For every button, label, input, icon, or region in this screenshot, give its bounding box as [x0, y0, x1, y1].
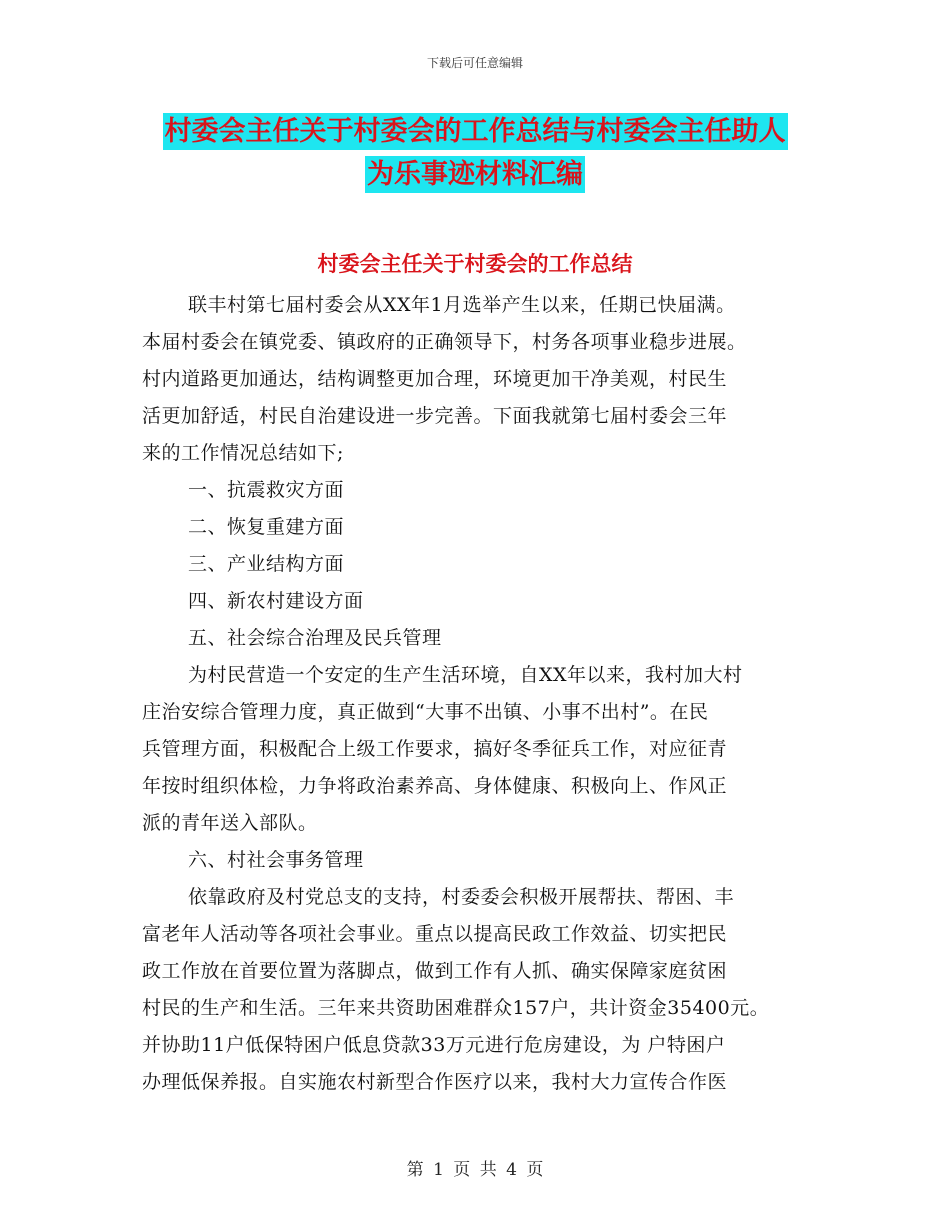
- list-heading: 一、抗震救灾方面: [188, 479, 345, 501]
- body-line: 为村民营造一个安定的生产生活环境，自XX年以来，我村加大村: [188, 664, 743, 686]
- list-heading: 四、新农村建设方面: [188, 590, 364, 612]
- body-line: 依靠政府及村党总支的支持，村委委会积极开展帮扶、帮困、丰: [188, 886, 735, 908]
- body-line: 兵管理方面，积极配合上级工作要求，搞好冬季征兵工作，对应征青: [142, 738, 728, 760]
- body-line: 富老年人活动等各项社会事业。重点以提高民政工作效益、切实把民: [142, 923, 728, 945]
- document-title-line-2: 为乐事迹材料汇编: [365, 156, 585, 193]
- document-title: [0, 110, 950, 196]
- list-heading: 二、恢复重建方面: [188, 516, 345, 538]
- body-line: 村内道路更加通达，结构调整更加合理，环境更加干净美观，村民生: [142, 368, 728, 390]
- document-title-line-1: 村委会主任关于村委会的工作总结与村委会主任助人: [163, 113, 788, 150]
- body-line: 办理低保养报。自实施农村新型合作医疗以来，我村大力宣传合作医: [142, 1071, 728, 1093]
- list-heading: 三、产业结构方面: [188, 553, 345, 575]
- body-line: 年按时组织体检，力争将政治素养高、身体健康、积极向上、作风正: [142, 775, 728, 797]
- body-line: 派的青年送入部队。: [142, 812, 318, 834]
- section-title: 村委会主任关于村委会的工作总结: [317, 252, 633, 276]
- page-number: 第 1 页 共 4 页: [406, 1160, 544, 1180]
- body-text: [142, 287, 822, 1101]
- body-line: 联丰村第七届村委会从XX年1月选举产生以来，任期已快届满。: [188, 294, 736, 316]
- body-line: 本届村委会在镇党委、镇政府的正确领导下，村务各项事业稳步进展。: [142, 331, 747, 353]
- list-heading: 六、村社会事务管理: [188, 849, 364, 871]
- body-line: 政工作放在首要位置为落脚点，做到工作有人抓、确实保障家庭贫困: [142, 960, 728, 982]
- body-line: 村民的生产和生活。三年来共资助困难群众157户，共计资金35400元。: [142, 997, 770, 1019]
- list-heading: 五、社会综合治理及民兵管理: [188, 627, 442, 649]
- body-line: 并协助11户低保特困户低息贷款33万元进行危房建设，为 户特困户: [142, 1034, 726, 1056]
- body-line: 活更加舒适，村民自治建设进一步完善。下面我就第七届村委会三年: [142, 405, 728, 427]
- header-note: 下载后可任意编辑: [426, 56, 523, 70]
- body-line: 庄治安综合管理力度，真正做到“大事不出镇、小事不出村”。在民: [142, 701, 709, 723]
- body-line: 来的工作情况总结如下;: [142, 442, 344, 464]
